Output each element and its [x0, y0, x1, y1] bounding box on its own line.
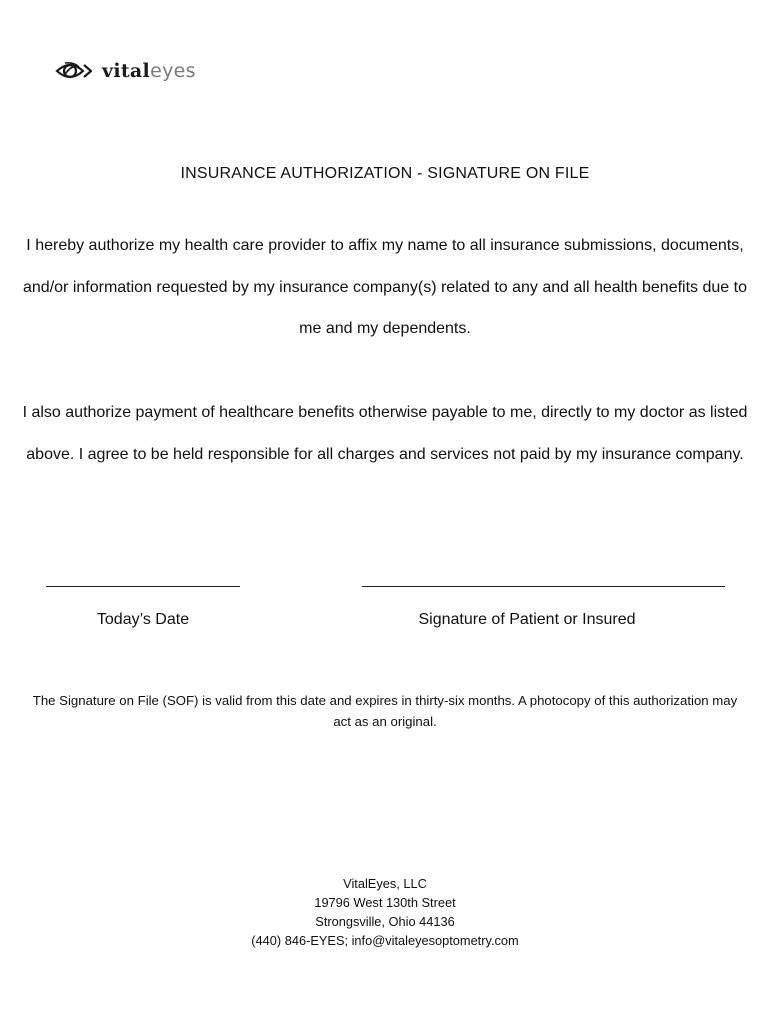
contact-info: (440) 846-EYES; info@vitaleyesoptometry.com	[251, 933, 519, 948]
authorization-paragraph: I hereby authorize my health care provider to affix my name to all insurance submissions, documents, and/or information requested by my insurance company(s) related to any and all health benefits due to me and my dependents.	[23, 237, 747, 337]
company-address-block	[0, 874, 770, 950]
company-name: VitalEyes, LLC	[343, 876, 427, 891]
company-logo	[55, 56, 196, 86]
eye-icon	[55, 56, 99, 86]
logo-wordmark	[102, 56, 196, 87]
document-title: INSURANCE AUTHORIZATION - SIGNATURE ON FILE	[180, 165, 590, 182]
signature-label: Signature of Patient or Insured	[418, 611, 636, 628]
payment-authorization-paragraph: I also authorize payment of healthcare benefits otherwise payable to me, directly to my doctor as listed above. I agree to be held responsible for all charges and services not paid by my insurance company.	[22, 404, 748, 463]
city-state-zip: Strongsville, Ohio 44136	[315, 914, 455, 929]
date-label: Today’s Date	[96, 611, 190, 628]
patient-signature-line[interactable]	[362, 586, 725, 587]
validity-notice: The Signature on File (SOF) is valid from this date and expires in thirty-six months. A photocopy of this authorization may act as an original.	[32, 693, 738, 729]
logo-wordmark-bold: vital	[102, 59, 151, 82]
date-signature-line[interactable]	[46, 586, 240, 587]
logo-wordmark-light: eyes	[150, 59, 196, 82]
street-address: 19796 West 130th Street	[314, 895, 456, 910]
